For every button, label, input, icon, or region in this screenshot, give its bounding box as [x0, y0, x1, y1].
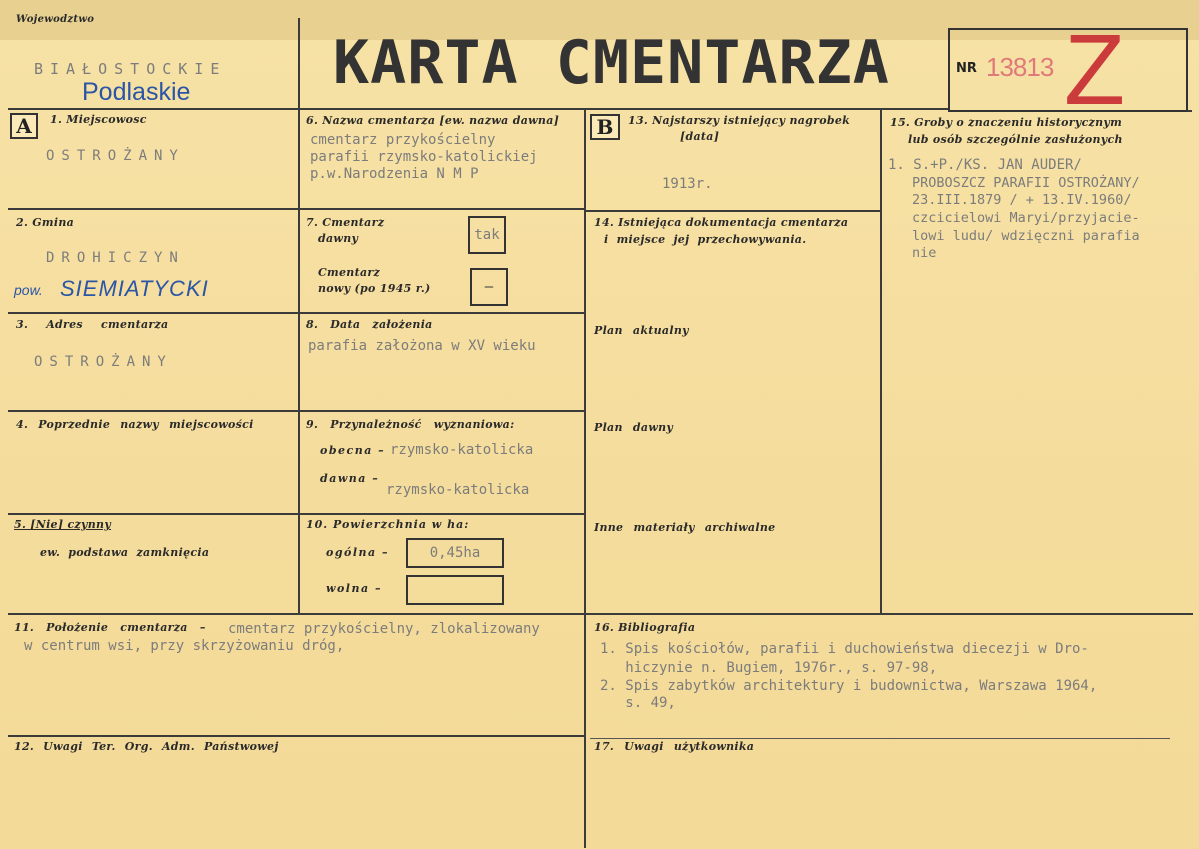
field-14-label-1: 14. Istniejąca dokumentacja cmentarza [594, 216, 849, 229]
field-7-nowy-label: Cmentarz [318, 266, 381, 279]
divider [8, 735, 586, 737]
field-10-wolna-box [406, 575, 504, 605]
field-15-line: 23.III.1879 / + 13.IV.1960/ [912, 192, 1132, 208]
wojewodztwo-label: Wojewodztwo [16, 14, 95, 25]
field-7-label-2: dawny [318, 232, 359, 245]
field-6-line: p.w.Narodzenia N M P [310, 166, 479, 182]
divider [8, 312, 586, 314]
field-16-line: 1. Spis kościołów, parafii i duchowieństwa diecezji w Dro- [600, 641, 1089, 657]
field-15-line: czcicielowi Maryi/przyjacie- [912, 210, 1140, 226]
field-12-label: 12. Uwagi Ter. Org. Adm. Państwowej [14, 740, 279, 753]
divider [298, 108, 300, 615]
field-11-value-line-2: w centrum wsi, przy skrzyżowaniu dróg, [24, 638, 345, 654]
field-16-line: hiczynie n. Bugiem, 1976r., s. 97-98, [600, 660, 938, 676]
field-7-nowy-label-2: nowy (po 1945 r.) [318, 282, 431, 295]
field-15-line: lowi ludu/ wdzięczni parafia [912, 228, 1140, 244]
field-14-label-2: i miejsce jej przechowywania. [604, 233, 807, 246]
field-10-ogolna-label: ogólna – [326, 546, 389, 559]
field-9-dawna-label: dawna – [320, 472, 380, 485]
field-8-label: 8. Data założenia [306, 318, 433, 331]
wojewodztwo-handwritten: Podlaskie [82, 78, 191, 106]
field-10-wolna-label: wolna – [326, 582, 382, 595]
field-16-label: 16. Bibliografia [594, 621, 696, 634]
divider [8, 410, 586, 412]
field-5-label: 5. [Nie] czynny [14, 518, 112, 531]
field-9-obecna-label: obecna – [320, 444, 386, 457]
nr-value: 13813 [986, 52, 1054, 82]
field-15-label-1: 15. Groby o znaczeniu historycznym [890, 116, 1123, 129]
field-9-obecna-value: rzymsko-katolicka [390, 442, 534, 458]
field-10-label: 10. Powierzchnia w ha: [306, 518, 470, 531]
field-7-dawny-box: tak [468, 216, 506, 254]
field-3-value: OSTROŻANY [34, 354, 173, 370]
field-15-label-2: lub osób szczególnie zasłużonych [908, 133, 1123, 146]
field-8-value: parafia założona w XV wieku [308, 338, 536, 354]
field-15-line: PROBOSZCZ PARAFII OSTROŻANY/ [912, 175, 1140, 191]
nr-label: NR [956, 61, 977, 76]
field-2-label: 2. Gmina [16, 216, 75, 229]
nr-mark: Z [1064, 14, 1126, 126]
field-2-hand-prefix: pow. [14, 282, 43, 298]
field-3-label: 3. Adres cmentarza [16, 318, 169, 331]
field-13-label-1: 13. Najstarszy istniejący nagrobek [628, 114, 851, 127]
field-4-label: 4. Poprzednie nazwy miejscowości [16, 418, 254, 431]
field-15-line: nie [912, 245, 937, 261]
divider [8, 108, 948, 110]
field-1-value: OSTROŻANY [46, 148, 185, 164]
inne-materialy-label: Inne materiały archiwalne [594, 521, 776, 534]
divider [298, 18, 300, 110]
field-9-dawna-value: rzymsko-katolicka [386, 482, 530, 498]
field-7-label: 7. Cmentarz [306, 216, 385, 229]
field-16-line: 2. Spis zabytków architektury i budownictwa, Warszawa 1964, [600, 678, 1098, 694]
field-6-line: cmentarz przykościelny [310, 132, 496, 148]
field-16-line: s. 49, [600, 695, 676, 711]
field-11-value-line-1: cmentarz przykościelny, zlokalizowany [228, 621, 540, 637]
field-11-label: 11. Położenie cmentarza – [14, 621, 206, 634]
section-b-badge: B [590, 114, 620, 140]
field-15-line: 1. S.+P./KS. JAN AUDER/ [888, 157, 1082, 173]
field-17-label: 17. Uwagi użytkownika [594, 740, 755, 753]
field-2-hand-value: SIEMIATYCKI [60, 276, 209, 301]
plan-aktualny-label: Plan aktualny [594, 324, 689, 337]
divider [590, 738, 1170, 739]
divider [8, 613, 1193, 615]
field-7-nowy-box: – [470, 268, 508, 306]
field-13-label-2: [data] [680, 130, 720, 143]
divider [8, 513, 586, 515]
field-10-ogolna-box: 0,45ha [406, 538, 504, 568]
wojewodztwo-typed: BIAŁOSTOCKIE [34, 60, 227, 78]
section-a-badge: A [10, 113, 38, 139]
card-title: KARTA CMENTARZA [333, 28, 890, 98]
field-2-value: DROHICZYN [46, 250, 185, 266]
divider [8, 208, 586, 210]
divider [880, 110, 882, 615]
field-9-label: 9. Przynależność wyznaniowa: [306, 418, 515, 431]
field-6-label: 6. Nazwa cmentarza [ew. nazwa dawna] [306, 114, 560, 127]
field-6-line: parafii rzymsko-katolickiej [310, 149, 538, 165]
field-5-sub-label: ew. podstawa zamknięcia [40, 546, 210, 559]
divider [586, 210, 880, 212]
divider [584, 108, 586, 848]
plan-dawny-label: Plan dawny [594, 421, 674, 434]
field-13-value: 1913r. [662, 176, 713, 192]
field-1-label: 1. Miejscowosc [50, 113, 147, 126]
